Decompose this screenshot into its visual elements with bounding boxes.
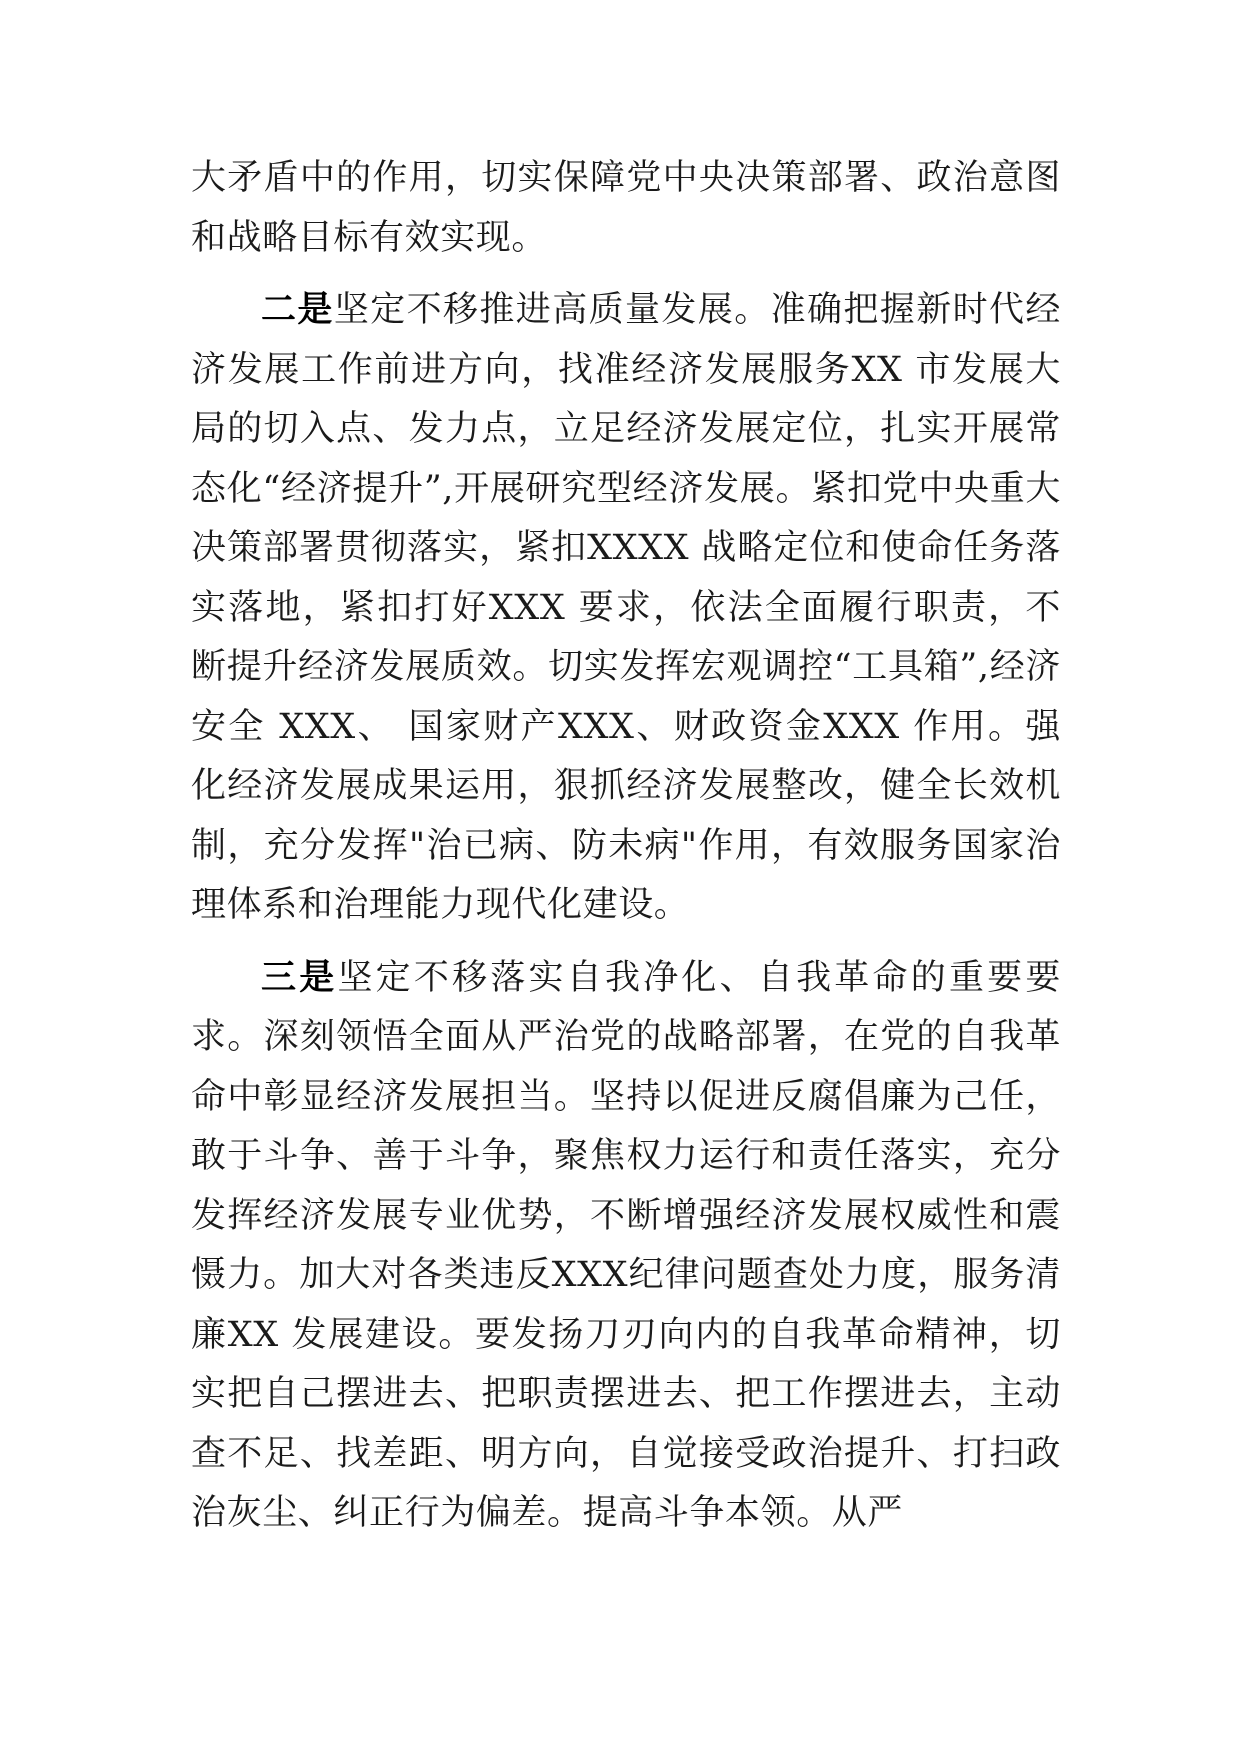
paragraph-text-third: 坚定不移落实自我净化、自我革命的重要要求。深刻领悟全面从严治党的战略部署，在党的自我革命中彰显经济发展担当。坚持以促进反腐倡廉为己任，敢于斗争、善于斗争，聚焦权力运行和责任落实，充分发挥经济发展专业优势，不断增强经济发展权威性和震慑力。加大对各类违反XXX纪律问题查处力度，服务清廉XX 发展建设。要发扬刀刃向内的自我革命精神，切实把自己摆进去、把职责摆进去、把工作摆进去，主动查不足、找差距、明方向，自觉接受政治提升、打扫政治灰尘、纠正行为偏差。提高斗争本领。从严 [191, 957, 1062, 1533]
document-body [191, 148, 1061, 1544]
paragraph-third-point [191, 948, 1061, 1544]
paragraph-second-point [191, 280, 1061, 936]
paragraph-lead-third: 三是 [261, 956, 338, 998]
paragraph-text-second: 坚定不移推进高质量发展。准确把握新时代经济发展工作前进方向，找准经济发展服务XX 市发展大局的切入点、发力点，立足经济发展定位，扎实开展常态化“经济提升”,开展研究型经济发展。紧扣党中央重大决策部署贯彻落实，紧扣XXXX 战略定位和使命任务落实落地，紧扣打好XXX 要求，依法全面履行职责，不断提升经济发展质效。切实发挥宏观调控“工具箱”,经济安全 XXX、 国家财产XXX、财政资金XXX 作用。强化经济发展成果运用，狠抓经济发展整改，健全长效机制，充分发挥"治已病、防未病"作用，有效服务国家治理体系和治理能力现代化建设。 [191, 290, 1061, 925]
paragraph-continuation [191, 148, 1061, 268]
paragraph-text: 大矛盾中的作用，切实保障党中央决策部署、政治意图和战略目标有效实现。 [191, 158, 1061, 258]
paragraph-lead-second: 二是 [261, 289, 334, 330]
